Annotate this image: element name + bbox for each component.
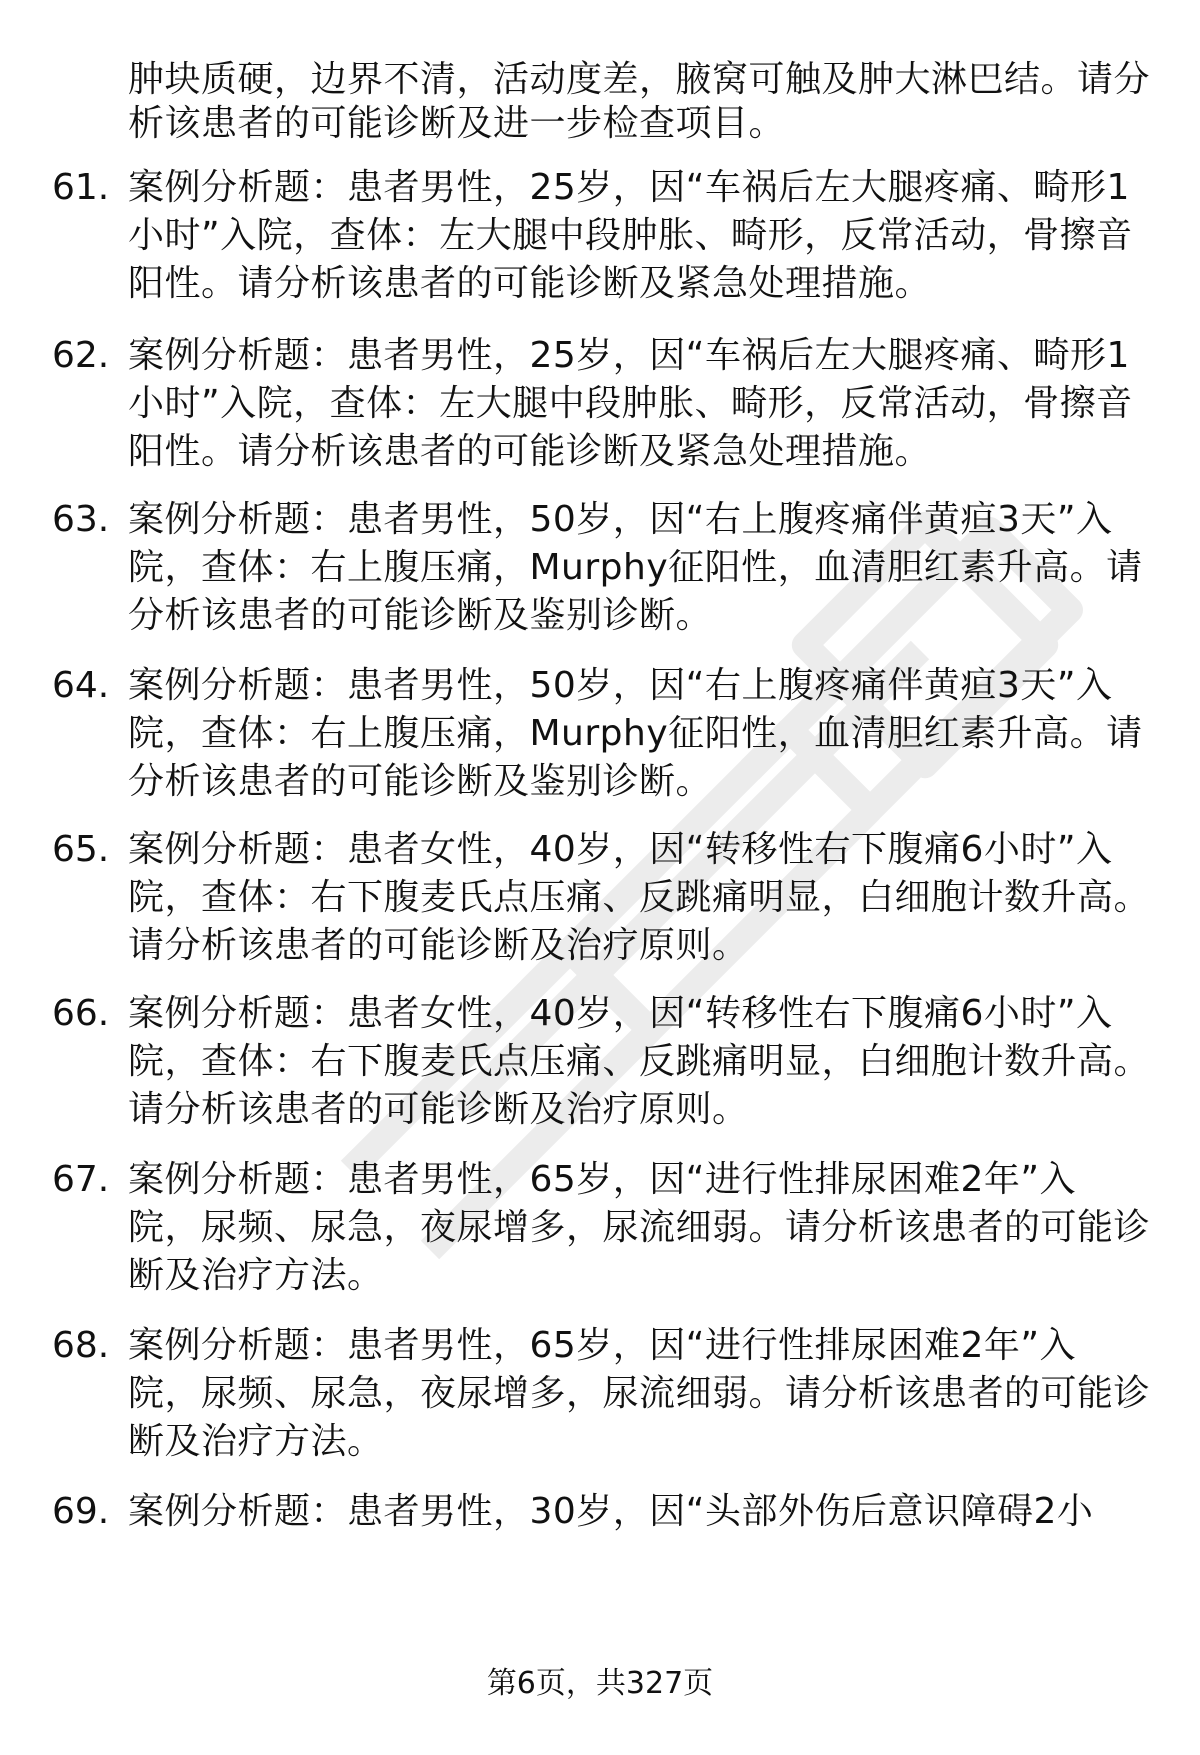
- question-text-line: 案例分析题：患者男性，30岁，因“头部外伤后意识障碍2小: [128, 1491, 1094, 1532]
- question-number: 61.: [52, 167, 110, 208]
- question-text-line: 阳性。请分析该患者的可能诊断及紧急处理措施。: [128, 263, 932, 304]
- question-text-line: 案例分析题：患者女性，40岁，因“转移性右下腹痛6小时”入: [128, 829, 1113, 870]
- question-text-line: 院，查体：右下腹麦氏点压痛、反跳痛明显，白细胞计数升高。: [128, 877, 1151, 918]
- question-text-line: 小时”入院，查体：左大腿中段肿胀、畸形，反常活动，骨擦音: [128, 215, 1133, 256]
- question-text-line: 院，尿频、尿急，夜尿增多，尿流细弱。请分析该患者的可能诊: [128, 1207, 1151, 1248]
- question-text-line: 断及治疗方法。: [128, 1255, 384, 1296]
- question-text-line: 案例分析题：患者男性，65岁，因“进行性排尿困难2年”入: [128, 1325, 1077, 1366]
- question-text-line: 断及治疗方法。: [128, 1421, 384, 1462]
- question-number: 65.: [52, 829, 110, 870]
- question-number: 64.: [52, 665, 110, 706]
- question-number: 66.: [52, 993, 110, 1034]
- question-text-line: 院，查体：右上腹压痛，Murphy征阳性，血清胆红素升高。请: [128, 713, 1143, 754]
- question-text-line: 阳性。请分析该患者的可能诊断及紧急处理措施。: [128, 431, 932, 472]
- question-number: 62.: [52, 335, 110, 376]
- question-text-line: 案例分析题：患者男性，65岁，因“进行性排尿困难2年”入: [128, 1159, 1077, 1200]
- question-text-line: 请分析该患者的可能诊断及治疗原则。: [128, 1089, 749, 1130]
- question-text-line: 请分析该患者的可能诊断及治疗原则。: [128, 925, 749, 966]
- continuation-line: 析该患者的可能诊断及进一步检查项目。: [128, 103, 786, 144]
- question-text-line: 案例分析题：患者男性，25岁，因“车祸后左大腿疼痛、畸形1: [128, 167, 1130, 208]
- page-indicator: 第6页，共327页: [486, 1666, 714, 1701]
- question-number: 69.: [52, 1491, 110, 1532]
- question-number: 68.: [52, 1325, 110, 1366]
- question-text-line: 院，尿频、尿急，夜尿增多，尿流细弱。请分析该患者的可能诊: [128, 1373, 1151, 1414]
- question-number: 63.: [52, 499, 110, 540]
- question-text-line: 案例分析题：患者男性，50岁，因“右上腹疼痛伴黄疸3天”入: [128, 499, 1113, 540]
- question-text-line: 案例分析题：患者男性，25岁，因“车祸后左大腿疼痛、畸形1: [128, 335, 1130, 376]
- question-text-line: 小时”入院，查体：左大腿中段肿胀、畸形，反常活动，骨擦音: [128, 383, 1133, 424]
- continuation-line: 肿块质硬，边界不清，活动度差，腋窝可触及肿大淋巴结。请分: [128, 59, 1151, 100]
- question-number: 67.: [52, 1159, 110, 1200]
- question-text-line: 分析该患者的可能诊断及鉴别诊断。: [128, 761, 713, 802]
- question-text-line: 院，查体：右上腹压痛，Murphy征阳性，血清胆红素升高。请: [128, 547, 1143, 588]
- question-text-line: 案例分析题：患者女性，40岁，因“转移性右下腹痛6小时”入: [128, 993, 1113, 1034]
- question-text-line: 院，查体：右下腹麦氏点压痛、反跳痛明显，白细胞计数升高。: [128, 1041, 1151, 1082]
- question-text-line: 分析该患者的可能诊断及鉴别诊断。: [128, 595, 713, 636]
- question-text-line: 案例分析题：患者男性，50岁，因“右上腹疼痛伴黄疸3天”入: [128, 665, 1113, 706]
